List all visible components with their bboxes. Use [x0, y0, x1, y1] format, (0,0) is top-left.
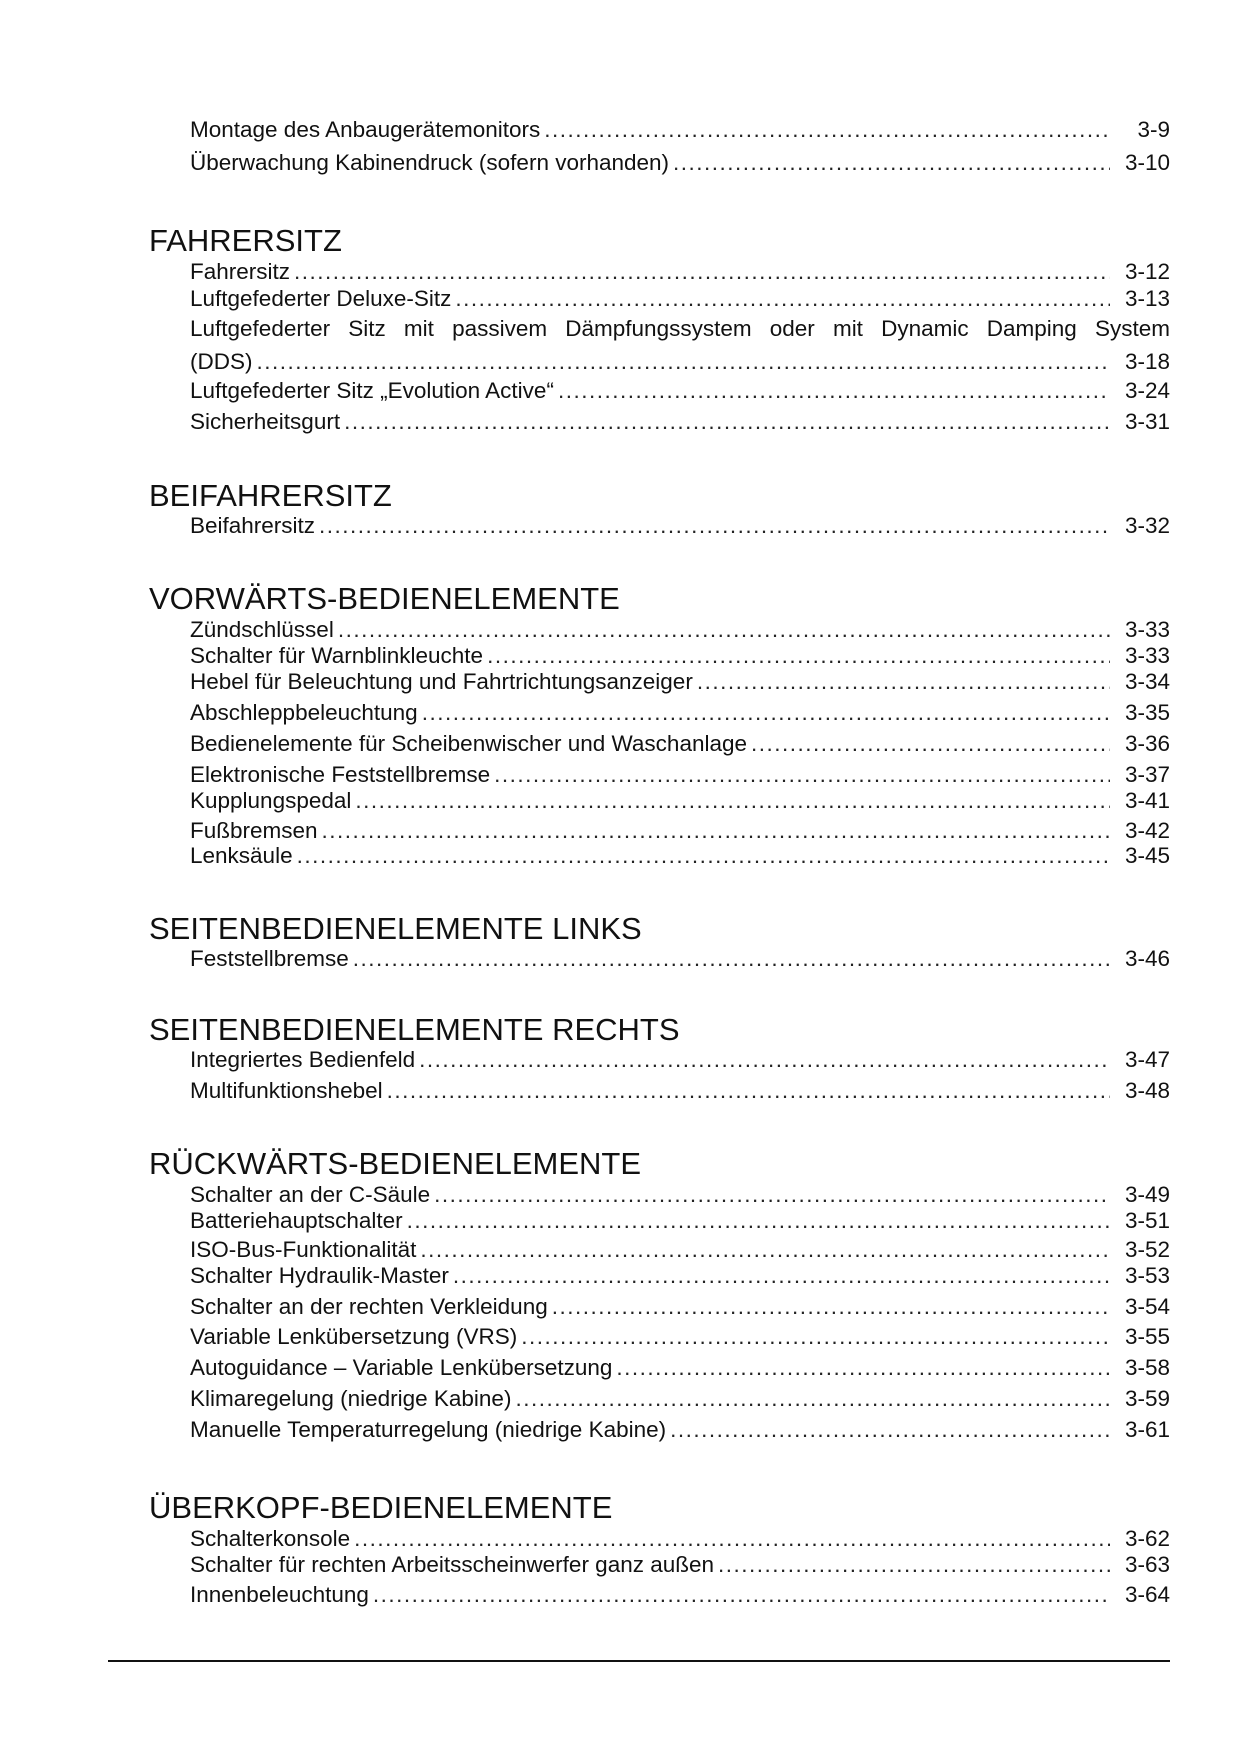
- leader-dots: [338, 617, 1110, 643]
- toc-entry-page: 3-18: [1124, 349, 1170, 374]
- toc-entry-page: 3-10: [1124, 150, 1170, 175]
- toc-entry-title: Feststellbremse: [190, 946, 349, 971]
- toc-entry-title: Klimaregelung (niedrige Kabine): [190, 1386, 512, 1411]
- toc-entry-title: Sicherheitsgurt: [190, 409, 341, 434]
- toc-entry-title: Zündschlüssel: [190, 617, 334, 642]
- toc-entry[interactable]: [190, 1078, 1170, 1104]
- toc-entry[interactable]: [190, 409, 1170, 435]
- toc-entry-page: 3-63: [1124, 1552, 1170, 1577]
- toc-entry[interactable]: [190, 617, 1170, 643]
- toc-entry[interactable]: [190, 1294, 1170, 1320]
- section-heading: RÜCKWÄRTS-BEDIENELEMENTE: [149, 1146, 642, 1181]
- toc-entry-title: Schalter für rechten Arbeitsscheinwerfer ganz außen: [190, 1552, 715, 1577]
- toc-entry-page: 3-59: [1124, 1386, 1170, 1411]
- toc-entry-page: 3-54: [1124, 1294, 1170, 1319]
- toc-entry-page: 3-13: [1124, 286, 1170, 311]
- leader-dots: [616, 1355, 1110, 1381]
- toc-entry-title: Beifahrersitz: [190, 513, 316, 538]
- toc-entry[interactable]: [190, 669, 1170, 695]
- toc-entry-title: Hebel für Beleuchtung und Fahrtrichtungsanzeiger: [190, 669, 693, 694]
- section-heading: FAHRERSITZ: [149, 223, 342, 258]
- leader-dots: [455, 286, 1110, 312]
- leader-dots: [257, 349, 1111, 375]
- leader-dots: [453, 1263, 1110, 1289]
- leader-dots: [552, 1294, 1110, 1320]
- toc-entry-page: 3-42: [1124, 818, 1170, 843]
- leader-dots: [355, 788, 1110, 814]
- section-heading: SEITENBEDIENELEMENTE LINKS: [149, 911, 642, 946]
- toc-entry-title: Autoguidance – Variable Lenkübersetzung: [190, 1355, 613, 1380]
- toc-entry[interactable]: [190, 1324, 1170, 1350]
- toc-entry-title: Fahrersitz: [190, 259, 291, 284]
- toc-entry-title: Schalterkonsole: [190, 1526, 351, 1551]
- toc-entry-title: Innenbeleuchtung: [190, 1582, 369, 1607]
- section-heading: ÜBERKOPF-BEDIENELEMENTE: [149, 1490, 613, 1525]
- toc-entry-title: Schalter für Warnblinkleuchte: [190, 643, 484, 668]
- leader-dots: [521, 1324, 1110, 1350]
- section-heading: BEIFAHRERSITZ: [149, 478, 392, 513]
- toc-entry-page: 3-37: [1124, 762, 1170, 787]
- leader-dots: [407, 1208, 1110, 1234]
- leader-dots: [718, 1552, 1110, 1578]
- toc-entry[interactable]: [190, 731, 1170, 757]
- toc-entry-title: Elektronische Feststellbremse: [190, 762, 491, 787]
- toc-entry-page: 3-35: [1124, 700, 1170, 725]
- toc-entry-title: Lenksäule: [190, 843, 293, 868]
- toc-entry-page: 3-52: [1124, 1237, 1170, 1262]
- toc-entry[interactable]: [190, 1552, 1170, 1578]
- leader-dots: [515, 1386, 1110, 1412]
- toc-entry-page: 3-36: [1124, 731, 1170, 756]
- toc-entry-title: ISO-Bus-Funktionalität: [190, 1237, 417, 1262]
- toc-entry-title: Schalter Hydraulik-Master: [190, 1263, 449, 1288]
- toc-entry[interactable]: [190, 700, 1170, 726]
- toc-entry-title: Variable Lenkübersetzung (VRS): [190, 1324, 518, 1349]
- section-heading: VORWÄRTS-BEDIENELEMENTE: [149, 581, 620, 616]
- toc-entry-title: Batteriehauptschalter: [190, 1208, 403, 1233]
- leader-dots: [354, 1526, 1110, 1552]
- toc-entry-title: Manuelle Temperaturregelung (niedrige Kabine): [190, 1417, 667, 1442]
- toc-entry[interactable]: [190, 1417, 1170, 1443]
- toc-entry[interactable]: [190, 1355, 1170, 1381]
- toc-entry[interactable]: [190, 843, 1170, 869]
- toc-entry[interactable]: [190, 1582, 1170, 1608]
- toc-entry[interactable]: [190, 1263, 1170, 1289]
- toc-entry[interactable]: [190, 150, 1170, 176]
- leader-dots: [558, 378, 1110, 404]
- footer-divider: [108, 1660, 1170, 1662]
- leader-dots: [697, 669, 1110, 695]
- toc-entry[interactable]: [190, 788, 1170, 814]
- toc-entry-title: Schalter an der C-Säule: [190, 1182, 431, 1207]
- toc-entry-title: Abschleppbeleuchtung: [190, 700, 418, 725]
- toc-entry-page: 3-34: [1124, 669, 1170, 694]
- toc-entry-page: 3-53: [1124, 1263, 1170, 1288]
- toc-entry-page: 3-45: [1124, 843, 1170, 868]
- leader-dots: [487, 643, 1110, 669]
- toc-entry-title: Bedienelemente für Scheibenwischer und Waschanlage: [190, 731, 748, 756]
- leader-dots: [387, 1078, 1110, 1104]
- toc-entry-page: 3-61: [1124, 1417, 1170, 1442]
- leader-dots: [294, 259, 1110, 285]
- toc-entry-page: 3-58: [1124, 1355, 1170, 1380]
- toc-entry[interactable]: [190, 1047, 1170, 1073]
- toc-entry[interactable]: [190, 1182, 1170, 1208]
- toc-entry-page: 3-12: [1124, 259, 1170, 284]
- leader-dots: [344, 409, 1110, 435]
- toc-entry[interactable]: [190, 1237, 1170, 1263]
- toc-entry-page: 3-47: [1124, 1047, 1170, 1072]
- leader-dots: [353, 946, 1110, 972]
- toc-entry-title: Luftgefederter Deluxe-Sitz: [190, 286, 452, 311]
- toc-entry[interactable]: [190, 259, 1170, 285]
- toc-entry-page: 3-24: [1124, 378, 1170, 403]
- toc-entry-title: Schalter an der rechten Verkleidung: [190, 1294, 548, 1319]
- toc-entry-page: 3-41: [1124, 788, 1170, 813]
- toc-entry-title: Integriertes Bedienfeld: [190, 1047, 416, 1072]
- leader-dots: [322, 818, 1110, 844]
- toc-entry-title-line1: Luftgefederter Sitz mit passivem Dämpfungssystem oder mit Dynamic Damping System: [190, 316, 1170, 341]
- toc-entry-page: 3-62: [1124, 1526, 1170, 1551]
- leader-dots: [319, 513, 1110, 539]
- toc-entry-page: 3-33: [1124, 643, 1170, 668]
- toc-entry[interactable]: [190, 818, 1170, 844]
- toc-entry[interactable]: [190, 513, 1170, 539]
- toc-entry-page: 3-31: [1124, 409, 1170, 434]
- toc-entry[interactable]: [190, 378, 1170, 404]
- toc-entry[interactable]: [190, 1526, 1170, 1552]
- toc-entry-title: Montage des Anbaugerätemonitors: [190, 117, 541, 142]
- leader-dots: [373, 1582, 1110, 1608]
- section-heading: SEITENBEDIENELEMENTE RECHTS: [149, 1012, 680, 1047]
- leader-dots: [544, 117, 1110, 143]
- leader-dots: [673, 150, 1110, 176]
- toc-entry-page: 3-46: [1124, 946, 1170, 971]
- toc-entry-page: 3-33: [1124, 617, 1170, 642]
- leader-dots: [751, 731, 1110, 757]
- leader-dots: [297, 843, 1110, 869]
- toc-entry-title: Fußbremsen: [190, 818, 318, 843]
- toc-entry-title: (DDS): [190, 349, 253, 374]
- toc-entry[interactable]: [190, 946, 1170, 972]
- toc-entry[interactable]: [190, 762, 1170, 788]
- leader-dots: [670, 1417, 1110, 1443]
- toc-entry-page: 3-9: [1137, 117, 1170, 142]
- toc-entry[interactable]: [190, 1386, 1170, 1412]
- toc-entry-title: Multifunktionshebel: [190, 1078, 383, 1103]
- toc-entry[interactable]: [190, 643, 1170, 669]
- leader-dots: [420, 1237, 1110, 1263]
- leader-dots: [494, 762, 1110, 788]
- toc-entry-title: Luftgefederter Sitz „Evolution Active“: [190, 378, 554, 403]
- toc-entry-title: Überwachung Kabinendruck (sofern vorhanden): [190, 150, 670, 175]
- toc-entry-title: Kupplungspedal: [190, 788, 352, 813]
- toc-entry-page: 3-32: [1124, 513, 1170, 538]
- toc-entry[interactable]: [190, 1208, 1170, 1234]
- leader-dots: [422, 700, 1110, 726]
- toc-entry-page: 3-51: [1124, 1208, 1170, 1233]
- toc-entry-page: 3-64: [1124, 1582, 1170, 1607]
- toc-entry[interactable]: [190, 286, 1170, 312]
- toc-entry[interactable]: [190, 316, 1170, 375]
- leader-dots: [419, 1047, 1110, 1073]
- leader-dots: [434, 1182, 1110, 1208]
- toc-entry-page: 3-48: [1124, 1078, 1170, 1103]
- toc-entry[interactable]: [190, 117, 1170, 143]
- toc-entry-page: 3-49: [1124, 1182, 1170, 1207]
- toc-entry-page: 3-55: [1124, 1324, 1170, 1349]
